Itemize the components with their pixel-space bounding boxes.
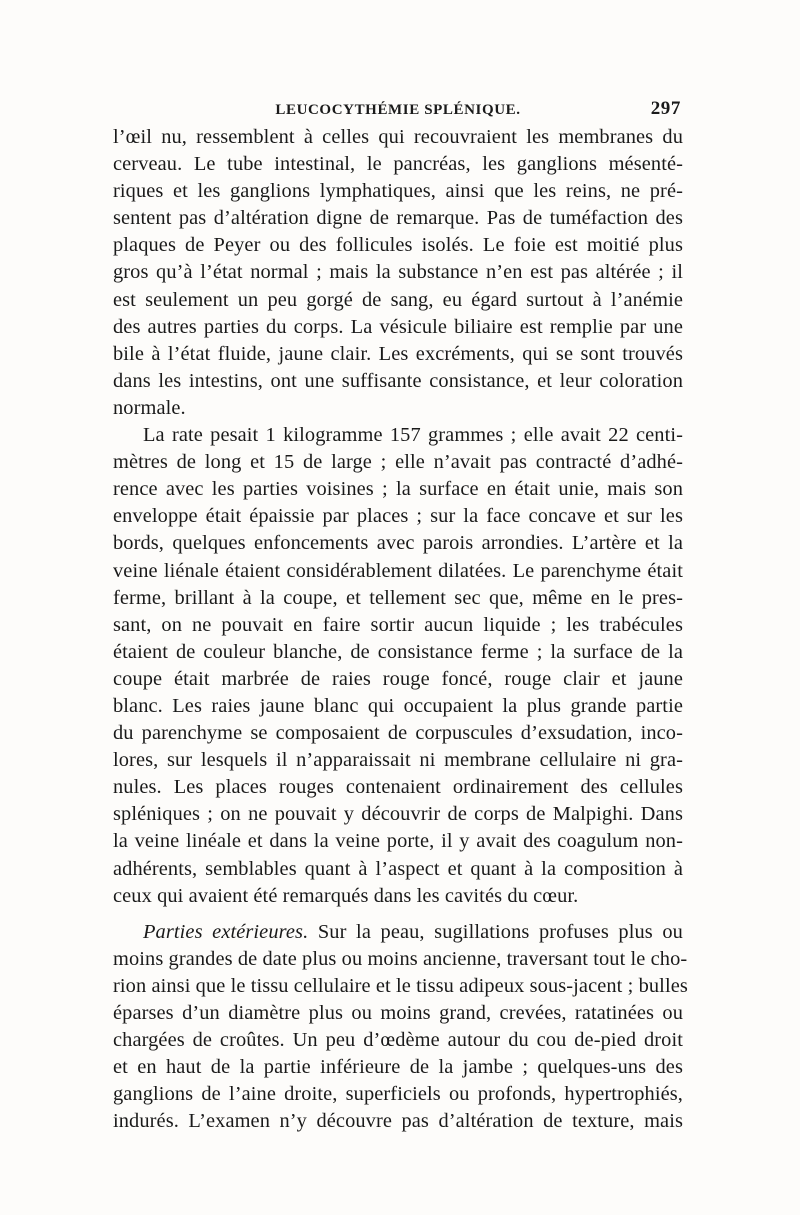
text-line: indurés. L’examen n’y découvre pas d’altération de texture, mais bbox=[113, 1110, 683, 1133]
text-line: blanc. Les raies jaune blanc qui occupaient la plus grande partie bbox=[113, 694, 683, 717]
paragraph-gap bbox=[113, 910, 683, 919]
text-line: est seulement un peu gorgé de sang, eu égard surtout à l’anémie bbox=[113, 288, 683, 311]
text-line: plaques de Peyer ou des follicules isolés. Le foie est moitié plus bbox=[113, 234, 683, 257]
paragraph-2 bbox=[113, 422, 683, 910]
text-line: bords, quelques enfoncements avec parois arrondies. L’artère et la bbox=[113, 532, 683, 555]
text-line: l’œil nu, ressemblent à celles qui recouvraient les membranes du bbox=[113, 126, 683, 148]
text-line: sentent pas d’altération digne de remarque. Pas de tuméfaction des bbox=[113, 207, 683, 230]
text-line: mètres de long et 15 de large ; elle n’avait pas contracté d’adhé- bbox=[113, 451, 683, 474]
paragraph-3 bbox=[113, 919, 688, 1136]
text-line: chargées de croûtes. Un peu d’œdème autour du cou de-pied droit bbox=[113, 1029, 683, 1052]
book-page bbox=[113, 96, 688, 1135]
text-line bbox=[113, 919, 683, 946]
text-line: enveloppe était épaissie par places ; sur la face concave et sur les bbox=[113, 505, 683, 528]
text-line: ceux qui avaient été remarqués dans les cavités du cœur. bbox=[113, 884, 579, 907]
text-line: des autres parties du corps. La vésicule biliaire est remplie par une bbox=[113, 315, 683, 338]
text-line: rence avec les parties voisines ; la surface en était unie, mais son bbox=[113, 478, 683, 501]
text-line: bile à l’état fluide, jaune clair. Les excréments, qui se sont trouvés bbox=[113, 342, 683, 365]
text-line: spléniques ; on ne pouvait y découvrir de corps de Malpighi. Dans bbox=[113, 803, 683, 826]
text-line: moins grandes de date plus ou moins ancienne, traversant tout le cho- bbox=[113, 947, 688, 970]
text-line: ferme, brillant à la coupe, et tellement sec que, même en le pres- bbox=[113, 586, 683, 609]
text-line: adhérents, semblables quant à l’aspect et quant à la composition à bbox=[113, 857, 683, 880]
text-line: La rate pesait 1 kilogramme 157 grammes ; elle avait 22 centi- bbox=[143, 424, 683, 447]
text-line: dans les intestins, ont une suffisante consistance, et leur coloration bbox=[113, 369, 683, 392]
text-line: éparses d’un diamètre plus ou moins grand, crevées, ratatinées ou bbox=[113, 1002, 683, 1024]
text-line: coupe était marbrée de raies rouge foncé, rouge clair et jaune bbox=[113, 667, 683, 690]
text-line: du parenchyme se composaient de corpuscules d’exsudation, inco- bbox=[113, 722, 683, 745]
text-line: veine liénale étaient considérablement dilatées. Le parenchyme était bbox=[113, 559, 683, 582]
paragraph-1 bbox=[113, 124, 683, 422]
text-line: lores, sur lesquels il n’apparaissait ni membrane cellulaire ni gra- bbox=[113, 749, 683, 772]
text-line: étaient de couleur blanche, de consistance ferme ; la surface de la bbox=[113, 640, 683, 663]
text-line: et en haut de la partie inférieure de la jambe ; quelques-uns des bbox=[113, 1056, 683, 1079]
text-line: sant, on ne pouvait en faire sortir aucun liquide ; les trabécules bbox=[113, 613, 683, 636]
text-line: cerveau. Le tube intestinal, le pancréas, les ganglions mésenté- bbox=[113, 153, 683, 176]
running-head bbox=[113, 96, 683, 124]
text-line: la veine linéale et dans la veine porte, il y avait des coagulum non- bbox=[113, 830, 683, 853]
section-lead: Parties extérieures. bbox=[143, 920, 309, 943]
text-line-rest: Sur la peau, sugillations profuses plus ou bbox=[308, 920, 683, 943]
text-line: normale. bbox=[113, 396, 186, 419]
text-line: rion ainsi que le tissu cellulaire et le tissu adipeux sous-jacent ; bulles bbox=[113, 974, 688, 997]
text-line: nules. Les places rouges contenaient ordinairement des cellules bbox=[113, 776, 683, 799]
running-head-title: LEUCOCYTHÉMIE SPLÉNIQUE. bbox=[275, 102, 521, 118]
text-line: ganglions de l’aine droite, superficiels ou profonds, hypertrophiés, bbox=[113, 1083, 683, 1106]
page-number: 297 bbox=[650, 98, 681, 119]
text-line: riques et les ganglions lymphatiques, ainsi que les reins, ne pré- bbox=[113, 180, 683, 203]
text-line: gros qu’à l’état normal ; mais la substance n’en est pas altérée ; il bbox=[113, 261, 683, 284]
